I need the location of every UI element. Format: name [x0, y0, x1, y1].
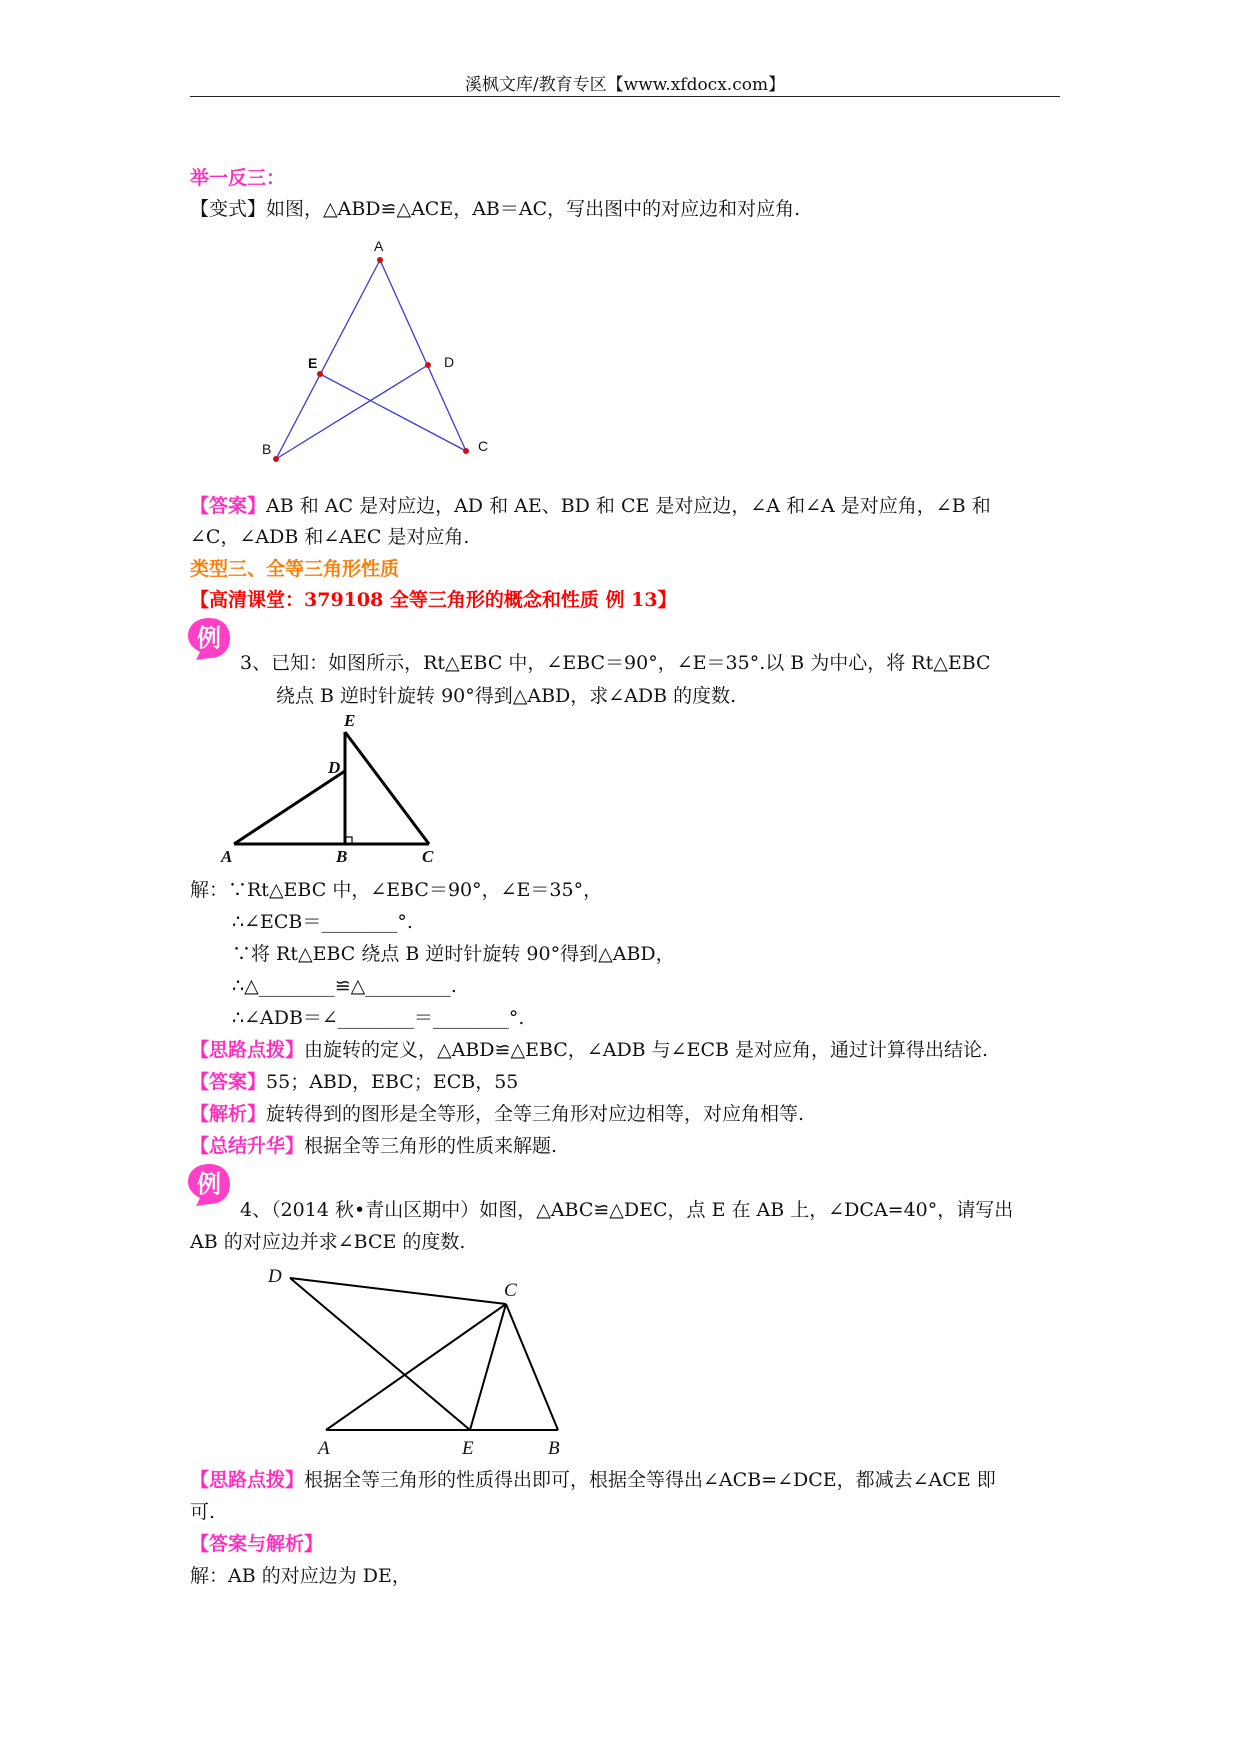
segment-ad: [234, 771, 345, 844]
label-d: D: [328, 758, 341, 777]
hint-tag: 【思路点拨】: [190, 1039, 305, 1061]
hint-text: 根据全等三角形的性质得出即可，根据全等得出∠ACB=∠DCE，都减去∠ACE 即: [304, 1469, 996, 1491]
figure-abc-dec: [260, 1262, 580, 1462]
analysis-text: 旋转得到的图形是全等形，全等三角形对应边相等，对应角相等.: [266, 1103, 805, 1125]
label-e: E: [308, 355, 318, 371]
hint4-line1: [190, 1468, 996, 1492]
label-a: A: [221, 847, 233, 866]
label-c: C: [422, 847, 434, 866]
segment-dc: [290, 1278, 506, 1304]
hint3: [190, 1038, 988, 1062]
label-d: D: [444, 354, 455, 370]
segment-ab: [276, 260, 380, 459]
page-header: 溪枫文库/教育专区【www.xfdocx.com】: [464, 75, 786, 95]
point-a: [377, 257, 383, 263]
badge-text: 例: [197, 1169, 221, 1198]
segment-cb: [506, 1304, 558, 1430]
segment-ec: [345, 732, 429, 844]
section-title-type3: 类型三、全等三角形性质: [190, 558, 400, 580]
label-a: A: [374, 238, 384, 254]
segment-ec: [320, 374, 466, 451]
label-c: C: [504, 1280, 517, 1301]
analysis-tag: 【解析】: [190, 1103, 267, 1125]
figure-rotation: [215, 711, 455, 866]
analysis3: [190, 1102, 804, 1126]
badge-text: 例: [197, 623, 221, 652]
label-a: A: [318, 1438, 330, 1459]
example3-line2: 绕点 B 逆时针旋转 90°得到△ABD，求∠ADB 的度数.: [276, 685, 737, 707]
label-d: D: [268, 1266, 282, 1287]
label-b: B: [262, 441, 272, 457]
point-d: [425, 362, 431, 368]
header-divider: [190, 96, 1060, 97]
point-c: [463, 448, 469, 454]
answer3: [190, 1070, 518, 1094]
label-e: E: [344, 711, 356, 730]
summary3: [190, 1134, 557, 1158]
variant-text: 如图，△ABD≌△ACE，AB＝AC，写出图中的对应边和对应角.: [266, 198, 801, 220]
label-e: E: [462, 1438, 474, 1459]
hint-text: 由旋转的定义，△ABD≌△EBC，∠ADB 与∠ECB 是对应角，通过计算得出结论.: [304, 1039, 989, 1061]
answer-1-line1: [190, 494, 991, 518]
segment-ce: [470, 1304, 506, 1430]
section-title-practice: 举一反三：: [190, 167, 286, 189]
course-tag: 【高清课堂：379108 全等三角形的概念和性质 例 13】: [190, 589, 677, 611]
summary-tag: 【总结升华】: [190, 1135, 305, 1157]
solution4-line1: 解：AB 的对应边为 DE，: [190, 1565, 411, 1587]
answer-text: AB 和 AC 是对应边，AD 和 AE、BD 和 CE 是对应边，∠A 和∠A 是对应角，∠B 和: [266, 495, 991, 517]
variant-question: [190, 197, 800, 221]
label-b: B: [336, 847, 348, 866]
segment-ac: [326, 1304, 506, 1430]
example4-line2: AB 的对应边并求∠BCE 的度数.: [190, 1231, 466, 1253]
hint-tag: 【思路点拨】: [190, 1469, 305, 1491]
segment-de: [290, 1278, 470, 1430]
solution3-line4: ∴△________≌△_________.: [232, 975, 457, 997]
label-b: B: [548, 1438, 560, 1459]
answer-text: 55；ABD，EBC；ECB，55: [266, 1071, 519, 1093]
answer-tag: 【答案】: [190, 495, 267, 517]
example-badge-icon: [186, 1162, 232, 1208]
answer-tag: 【答案】: [190, 1071, 267, 1093]
solution3-line5: ∴∠ADB＝∠________＝________°.: [232, 1007, 525, 1029]
point-b: [273, 456, 279, 462]
label-c: C: [478, 438, 489, 454]
example-badge-icon: [186, 616, 232, 662]
solution3-line3: ∵将 Rt△EBC 绕点 B 逆时针旋转 90°得到△ABD，: [232, 943, 675, 965]
example3-line1: 3、已知：如图所示，Rt△EBC 中，∠EBC＝90°，∠E＝35°.以 B 为中心，将 Rt△EBC: [240, 652, 991, 674]
figure-abd-ace: [260, 240, 500, 470]
hint4-line2: 可.: [190, 1501, 216, 1523]
answer-1-line2: ∠C，∠ADB 和∠AEC 是对应角.: [190, 526, 470, 548]
example4-line1: 4、（2014 秋•青山区期中）如图，△ABC≌△DEC，点 E 在 AB 上，∠DCA=40°，请写出: [240, 1199, 1014, 1221]
point-e: [317, 371, 323, 377]
solution3-line1: 解：∵Rt△EBC 中，∠EBC＝90°，∠E＝35°，: [190, 879, 603, 901]
summary-text: 根据全等三角形的性质来解题.: [304, 1135, 558, 1157]
segment-db: [276, 365, 428, 459]
solution3-line2: ∴∠ECB＝________°.: [232, 911, 413, 933]
answer-analysis-tag: 【答案与解析】: [190, 1533, 324, 1555]
variant-tag: 【变式】: [190, 198, 267, 220]
